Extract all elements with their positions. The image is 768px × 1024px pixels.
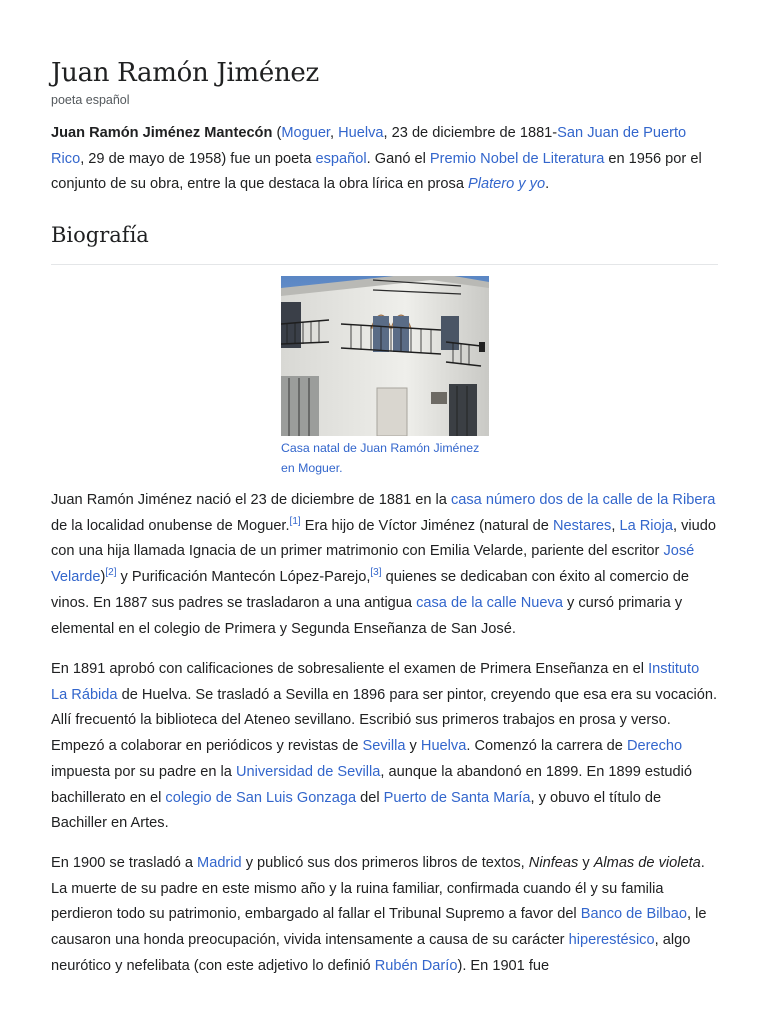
paragraph-3 <box>51 851 718 980</box>
text-run: Juan Ramón Jiménez nació el 23 de diciembre de 1881 en la <box>51 492 451 508</box>
link-instituto-la-rabida[interactable]: Instituto La Rábida <box>51 661 700 703</box>
text-run: . Ganó el <box>366 150 430 167</box>
text-run: del <box>356 789 384 806</box>
text-run: ) <box>100 569 106 586</box>
link-madrid[interactable]: Madrid <box>197 855 242 871</box>
page-title: Juan Ramón Jiménez <box>51 58 319 88</box>
link-hiperestesico[interactable]: hiperestésico <box>568 932 655 949</box>
text-run: de Huelva. Se trasladó a Sevilla en 1896 para ser pintor, creyendo que esa era su vocación. Allí frecuentó la biblioteca del Ateneo sevillano. Escribió sus primeros trabajos en prosa y verso. Empezó a colaborar en periódicos y revistas de <box>51 686 718 755</box>
text-run: y <box>405 738 421 755</box>
text-run: , aunque la abandonó en 1899. En 1899 estudió bachillerato en el <box>51 763 692 806</box>
text-run: de la localidad onubense de Moguer. <box>51 517 290 534</box>
link-nobel[interactable]: Premio Nobel de Literatura <box>429 150 605 167</box>
figure <box>281 276 489 478</box>
link-nestares[interactable]: Nestares <box>552 517 612 534</box>
house-photo[interactable] <box>281 276 489 436</box>
link-jose-velarde[interactable]: José Velarde <box>51 543 695 586</box>
link-puerto-santa-maria[interactable]: Puerto de Santa María <box>383 789 531 806</box>
link-la-rioja[interactable]: La Rioja <box>619 517 674 534</box>
link-colegio-san-luis[interactable]: colegio de San Luis Gonzaga <box>165 789 357 806</box>
reference-2[interactable]: [2] <box>105 567 117 579</box>
text-run: y publicó sus dos primeros libros de textos, <box>241 855 529 871</box>
lead-paragraph <box>51 121 718 198</box>
text-run: en 1956 por el conjunto de su obra, entre la que destaca la obra lírica en prosa <box>51 150 702 193</box>
text-run: , <box>330 125 339 141</box>
book-title-almas: Almas de violeta <box>593 855 701 871</box>
link-casa-calle-nueva[interactable]: casa de la calle Nueva <box>416 594 563 611</box>
page-subtitle: poeta español <box>51 93 130 107</box>
link-casa-ribera[interactable]: casa número dos de la calle de la Ribera <box>450 492 716 508</box>
caption-text-link[interactable]: Casa natal de Juan Ramón Jiménez en <box>281 441 480 475</box>
link-universidad-sevilla[interactable]: Universidad de Sevilla <box>235 763 381 780</box>
text-run: . Comenzó la carrera de <box>466 738 627 755</box>
reference-3[interactable]: [3] <box>370 567 382 579</box>
book-title-ninfeas: Ninfeas <box>528 855 579 871</box>
text-run: , le causaron una honda preocupación, vivida intensamente a causa de su carácter <box>51 906 707 949</box>
link-huelva-2[interactable]: Huelva <box>420 738 467 755</box>
text-run: . La muerte de su padre en este mismo año y la ruina familiar, confirmada cuando él y su familia perdieron todo su patrimonio, embargado al fallar el Tribunal Supremo a favor del <box>51 855 705 923</box>
section-heading-biografia: Biografía <box>51 223 149 247</box>
text-run: ( <box>272 125 282 141</box>
paragraph-2 <box>51 657 718 837</box>
link-ruben-dario[interactable]: Rubén Darío <box>374 957 458 974</box>
reference-1[interactable]: [1] <box>289 515 301 527</box>
bold-name: Juan Ramón Jiménez Mantecón <box>51 125 273 141</box>
link-banco-bilbao[interactable]: Banco de Bilbao <box>580 906 688 923</box>
text-run: , 29 de mayo de 1958) fue un poeta <box>80 150 316 167</box>
text-run: En 1891 aprobó con calificaciones de sobresaliente el examen de Primera Enseñanza en el <box>51 661 649 677</box>
caption-period: . <box>339 461 343 475</box>
text-run: y cursó primaria y elemental en el colegio de Primera y Segunda Enseñanza de San José. <box>51 594 683 637</box>
link-espanol[interactable]: español <box>315 150 367 167</box>
platero-title: Platero y yo <box>468 176 546 193</box>
text-run: , <box>611 517 620 534</box>
text-run: En 1900 se trasladó a <box>51 855 198 871</box>
text-run: , viudo con una hija llamada Ignacia de un primer matrimonio con Emilia Velarde, pariente del escritor <box>51 517 717 560</box>
text-run: ). En 1901 fue <box>457 957 550 974</box>
text-run: Era hijo de Víctor Jiménez (natural de <box>300 517 553 534</box>
text-run: , algo neurótico y nefelibata (con este adjetivo lo definió <box>51 932 691 974</box>
link-sevilla[interactable]: Sevilla <box>362 738 406 755</box>
section-divider <box>51 264 718 265</box>
text-run: y <box>578 855 594 871</box>
paragraph-1 <box>51 488 718 642</box>
text-run: y Purificación Mantecón López-Parejo, <box>116 569 371 586</box>
text-run: quienes se dedicaban con éxito al comercio de vinos. En 1887 sus padres se trasladaron a una antigua <box>51 569 690 611</box>
text-run: , 23 de diciembre de 1881- <box>383 125 558 141</box>
text-run: , y obuvo el título de Bachiller en Artes. <box>51 789 662 832</box>
link-caption-moguer[interactable]: Moguer <box>298 461 340 475</box>
link-moguer[interactable]: Moguer <box>281 125 330 141</box>
figure-caption <box>281 438 489 478</box>
link-platero[interactable] <box>468 176 545 192</box>
text-run: . <box>545 176 550 193</box>
link-san-juan[interactable]: San Juan de Puerto Rico <box>51 125 687 167</box>
text-run: impuesta por su padre en la <box>51 763 236 780</box>
link-huelva[interactable]: Huelva <box>338 125 384 141</box>
link-derecho[interactable]: Derecho <box>626 738 683 755</box>
